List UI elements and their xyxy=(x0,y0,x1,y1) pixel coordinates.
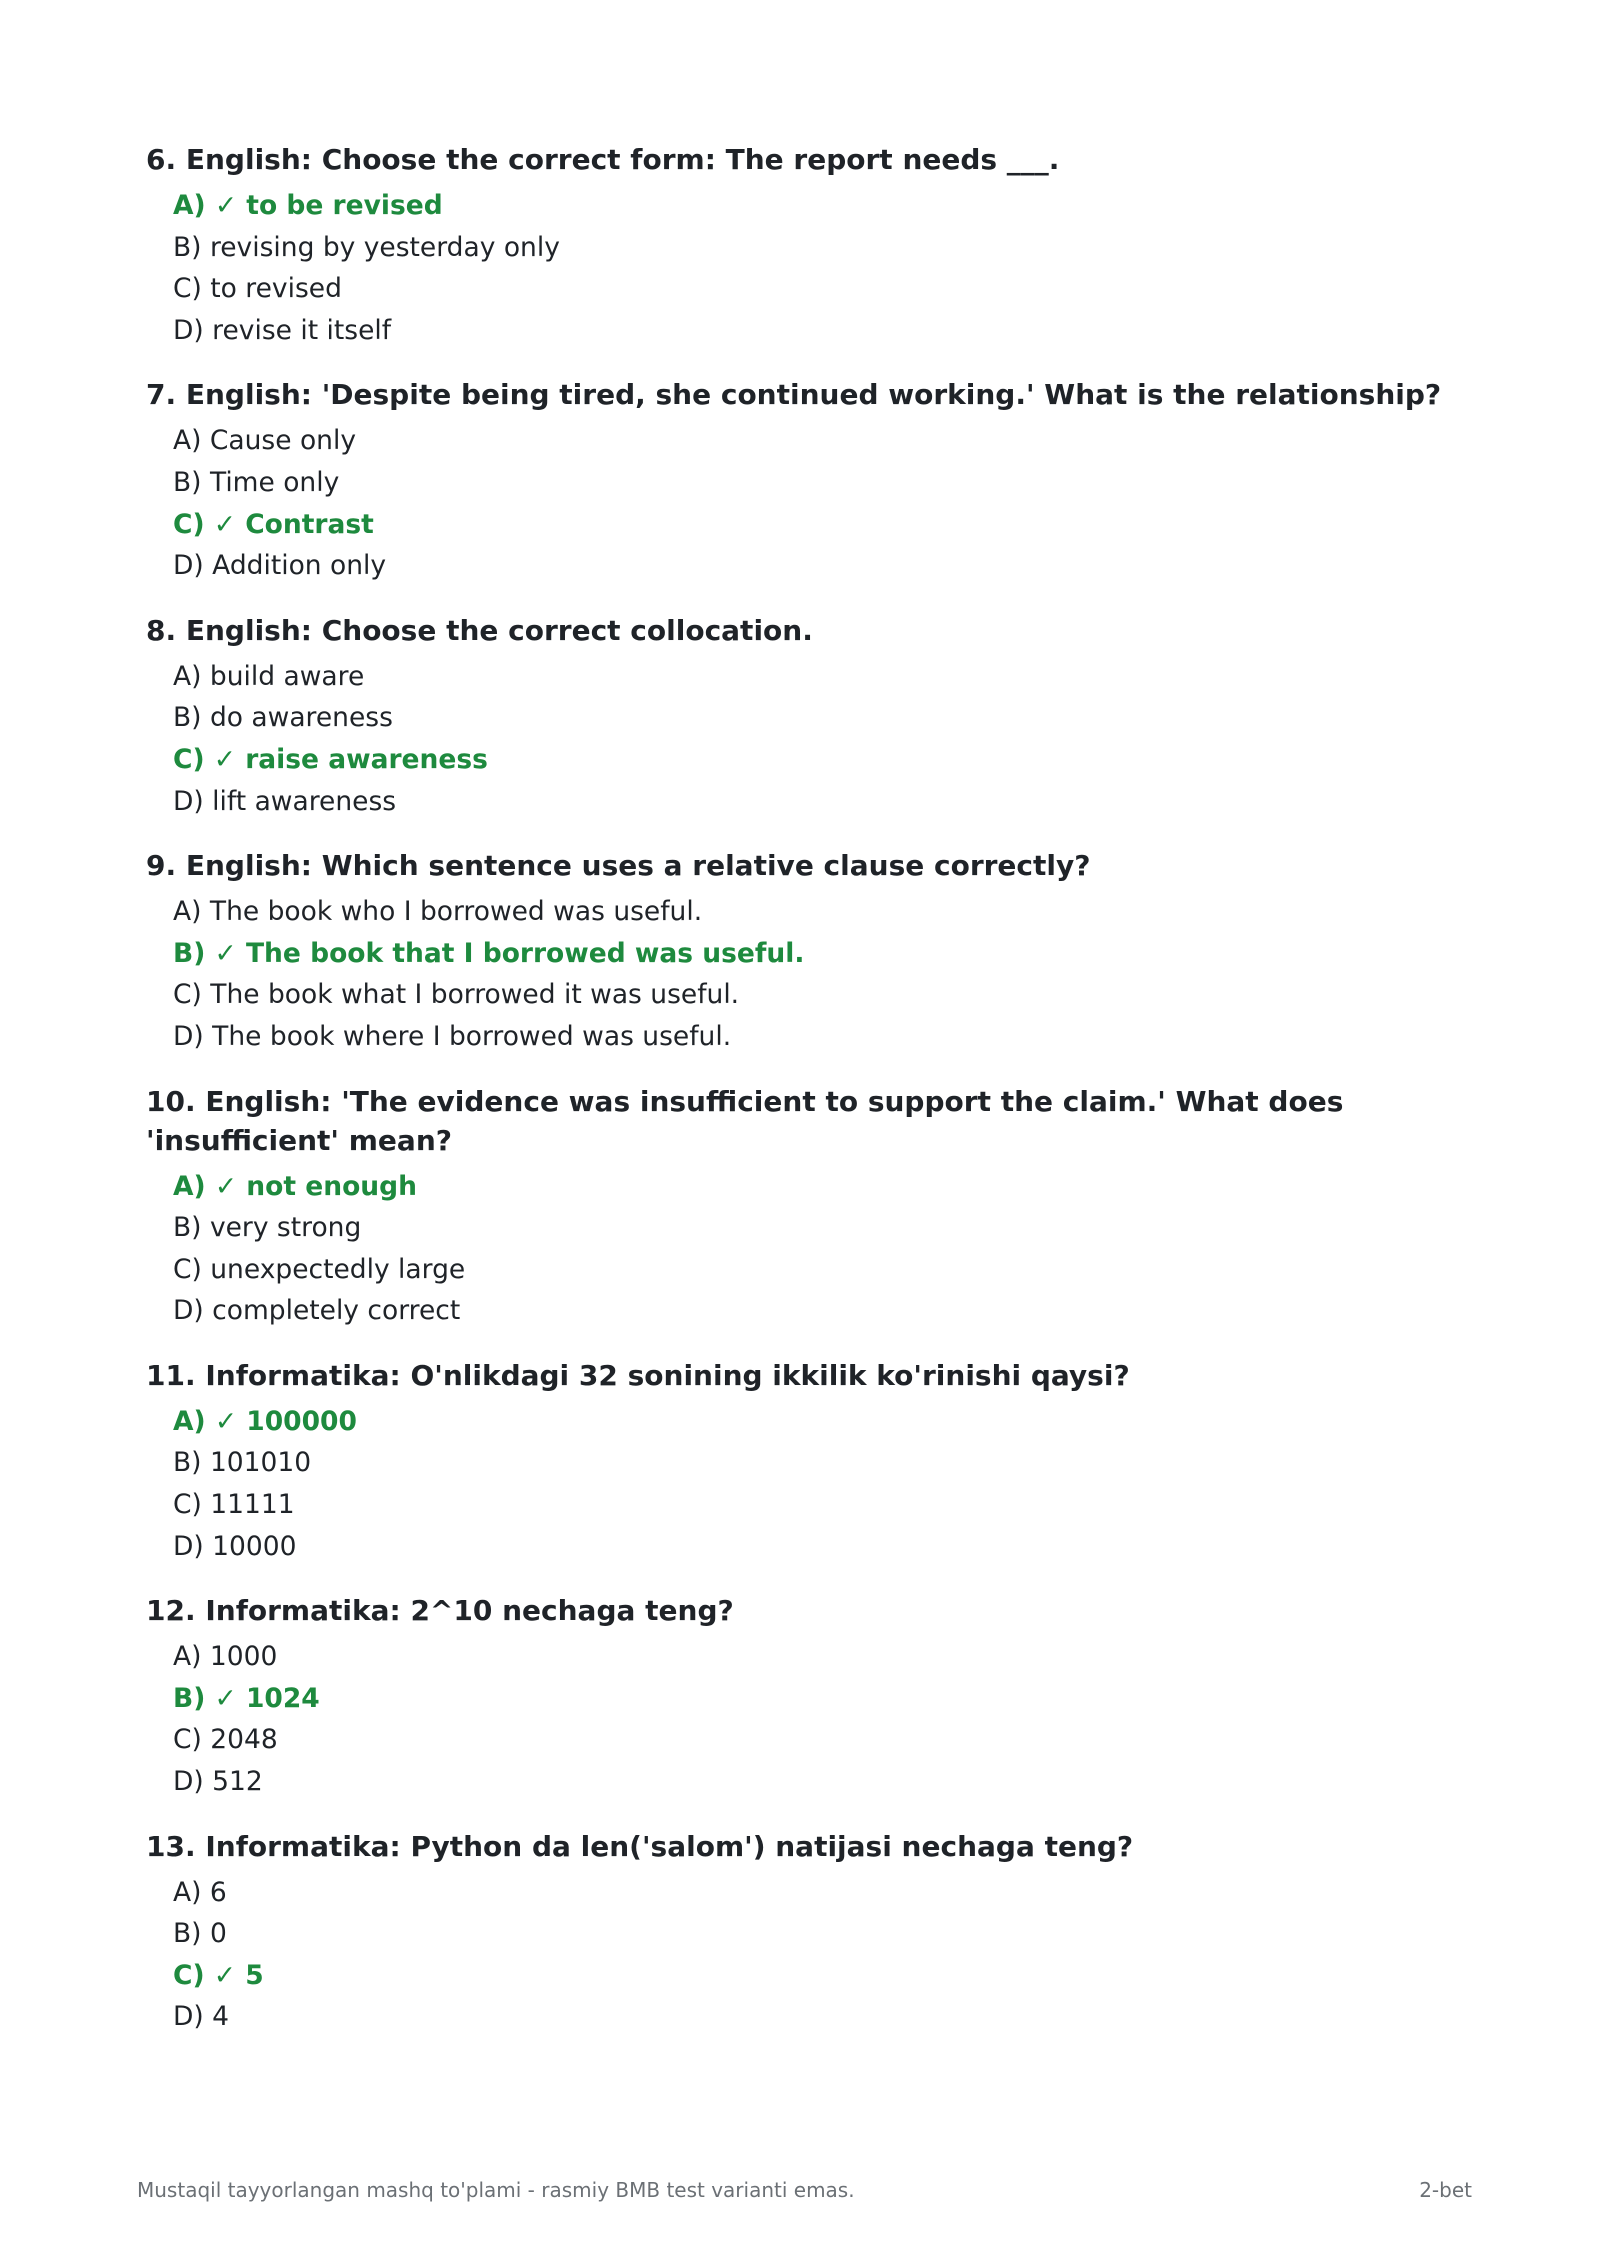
option-d: D) Addition only xyxy=(173,550,387,582)
answer-options xyxy=(146,420,1486,586)
option-b: B) 101010 xyxy=(173,1447,312,1479)
page-number: 2-bet xyxy=(1419,2178,1472,2202)
question-11 xyxy=(146,1356,1486,1567)
option-a: A) 6 xyxy=(173,1876,227,1908)
option-c-correct: C) ✓ raise awareness xyxy=(173,743,488,775)
answer-options xyxy=(146,1636,1486,1802)
question-9 xyxy=(146,846,1486,1057)
answer-options xyxy=(146,656,1486,822)
option-a: A) 1000 xyxy=(173,1641,278,1673)
question-title: 8. English: Choose the correct collocation. xyxy=(146,613,813,647)
question-title: 10. English: 'The evidence was insufficient to support the claim.' What does 'insufficient' mean? xyxy=(146,1084,1344,1157)
question-list xyxy=(146,140,1486,2062)
option-d: D) revise it itself xyxy=(173,314,392,346)
question-7 xyxy=(146,375,1486,586)
option-d: D) 512 xyxy=(173,1766,263,1798)
question-13 xyxy=(146,1827,1486,2038)
option-c: C) to revised xyxy=(173,273,342,305)
option-a-correct: A) ✓ to be revised xyxy=(173,190,443,221)
option-c-correct: C) ✓ Contrast xyxy=(173,508,374,540)
option-c-correct: C) ✓ 5 xyxy=(173,1959,264,1991)
option-b: B) very strong xyxy=(173,1212,362,1244)
option-c: C) unexpectedly large xyxy=(173,1253,466,1285)
option-d: D) 10000 xyxy=(173,1530,297,1562)
option-c: C) 11111 xyxy=(173,1489,295,1521)
question-title: 12. Informatika: 2^10 nechaga teng? xyxy=(146,1594,734,1628)
question-title: 6. English: Choose the correct form: The report needs ___. xyxy=(146,143,1060,176)
answer-options xyxy=(146,1872,1486,2038)
option-d: D) The book where I borrowed was useful. xyxy=(173,1020,732,1052)
option-a: A) Cause only xyxy=(173,425,357,457)
option-b-correct: B) ✓ 1024 xyxy=(173,1682,320,1714)
option-b-correct: B) ✓ The book that I borrowed was useful. xyxy=(173,937,805,969)
option-d: D) lift awareness xyxy=(173,785,397,817)
option-b: B) revising by yesterday only xyxy=(173,231,560,263)
option-a: A) The book who I borrowed was useful. xyxy=(173,896,703,928)
question-title: 13. Informatika: Python da len('salom') natijasi nechaga teng? xyxy=(146,1829,1134,1863)
question-title: 11. Informatika: O'nlikdagi 32 sonining ikkilik ko'rinishi qaysi? xyxy=(146,1358,1130,1392)
option-b: B) do awareness xyxy=(173,702,393,734)
question-10 xyxy=(146,1082,1486,1332)
option-a-correct: A) ✓ 100000 xyxy=(173,1405,357,1437)
answer-options xyxy=(146,1166,1486,1332)
option-d: D) 4 xyxy=(173,2001,230,2033)
footer-note: Mustaqil tayyorlangan mashq to'plami - rasmiy BMB test varianti emas. xyxy=(137,2178,855,2202)
option-c: C) The book what I borrowed it was useful. xyxy=(173,979,740,1011)
answer-options xyxy=(146,185,1486,351)
answer-options xyxy=(146,891,1486,1057)
question-8 xyxy=(146,611,1486,822)
option-a: A) build aware xyxy=(173,660,365,692)
option-b: B) Time only xyxy=(173,466,340,498)
option-d: D) completely correct xyxy=(173,1295,461,1327)
option-a-correct: A) ✓ not enough xyxy=(173,1170,417,1202)
answer-options xyxy=(146,1401,1486,1567)
option-b: B) 0 xyxy=(173,1918,227,1950)
question-6 xyxy=(146,140,1486,351)
question-title: 9. English: Which sentence uses a relative clause correctly? xyxy=(146,849,1091,883)
question-12 xyxy=(146,1591,1486,1802)
question-title: 7. English: 'Despite being tired, she continued working.' What is the relationship? xyxy=(146,378,1442,412)
option-c: C) 2048 xyxy=(173,1724,278,1756)
